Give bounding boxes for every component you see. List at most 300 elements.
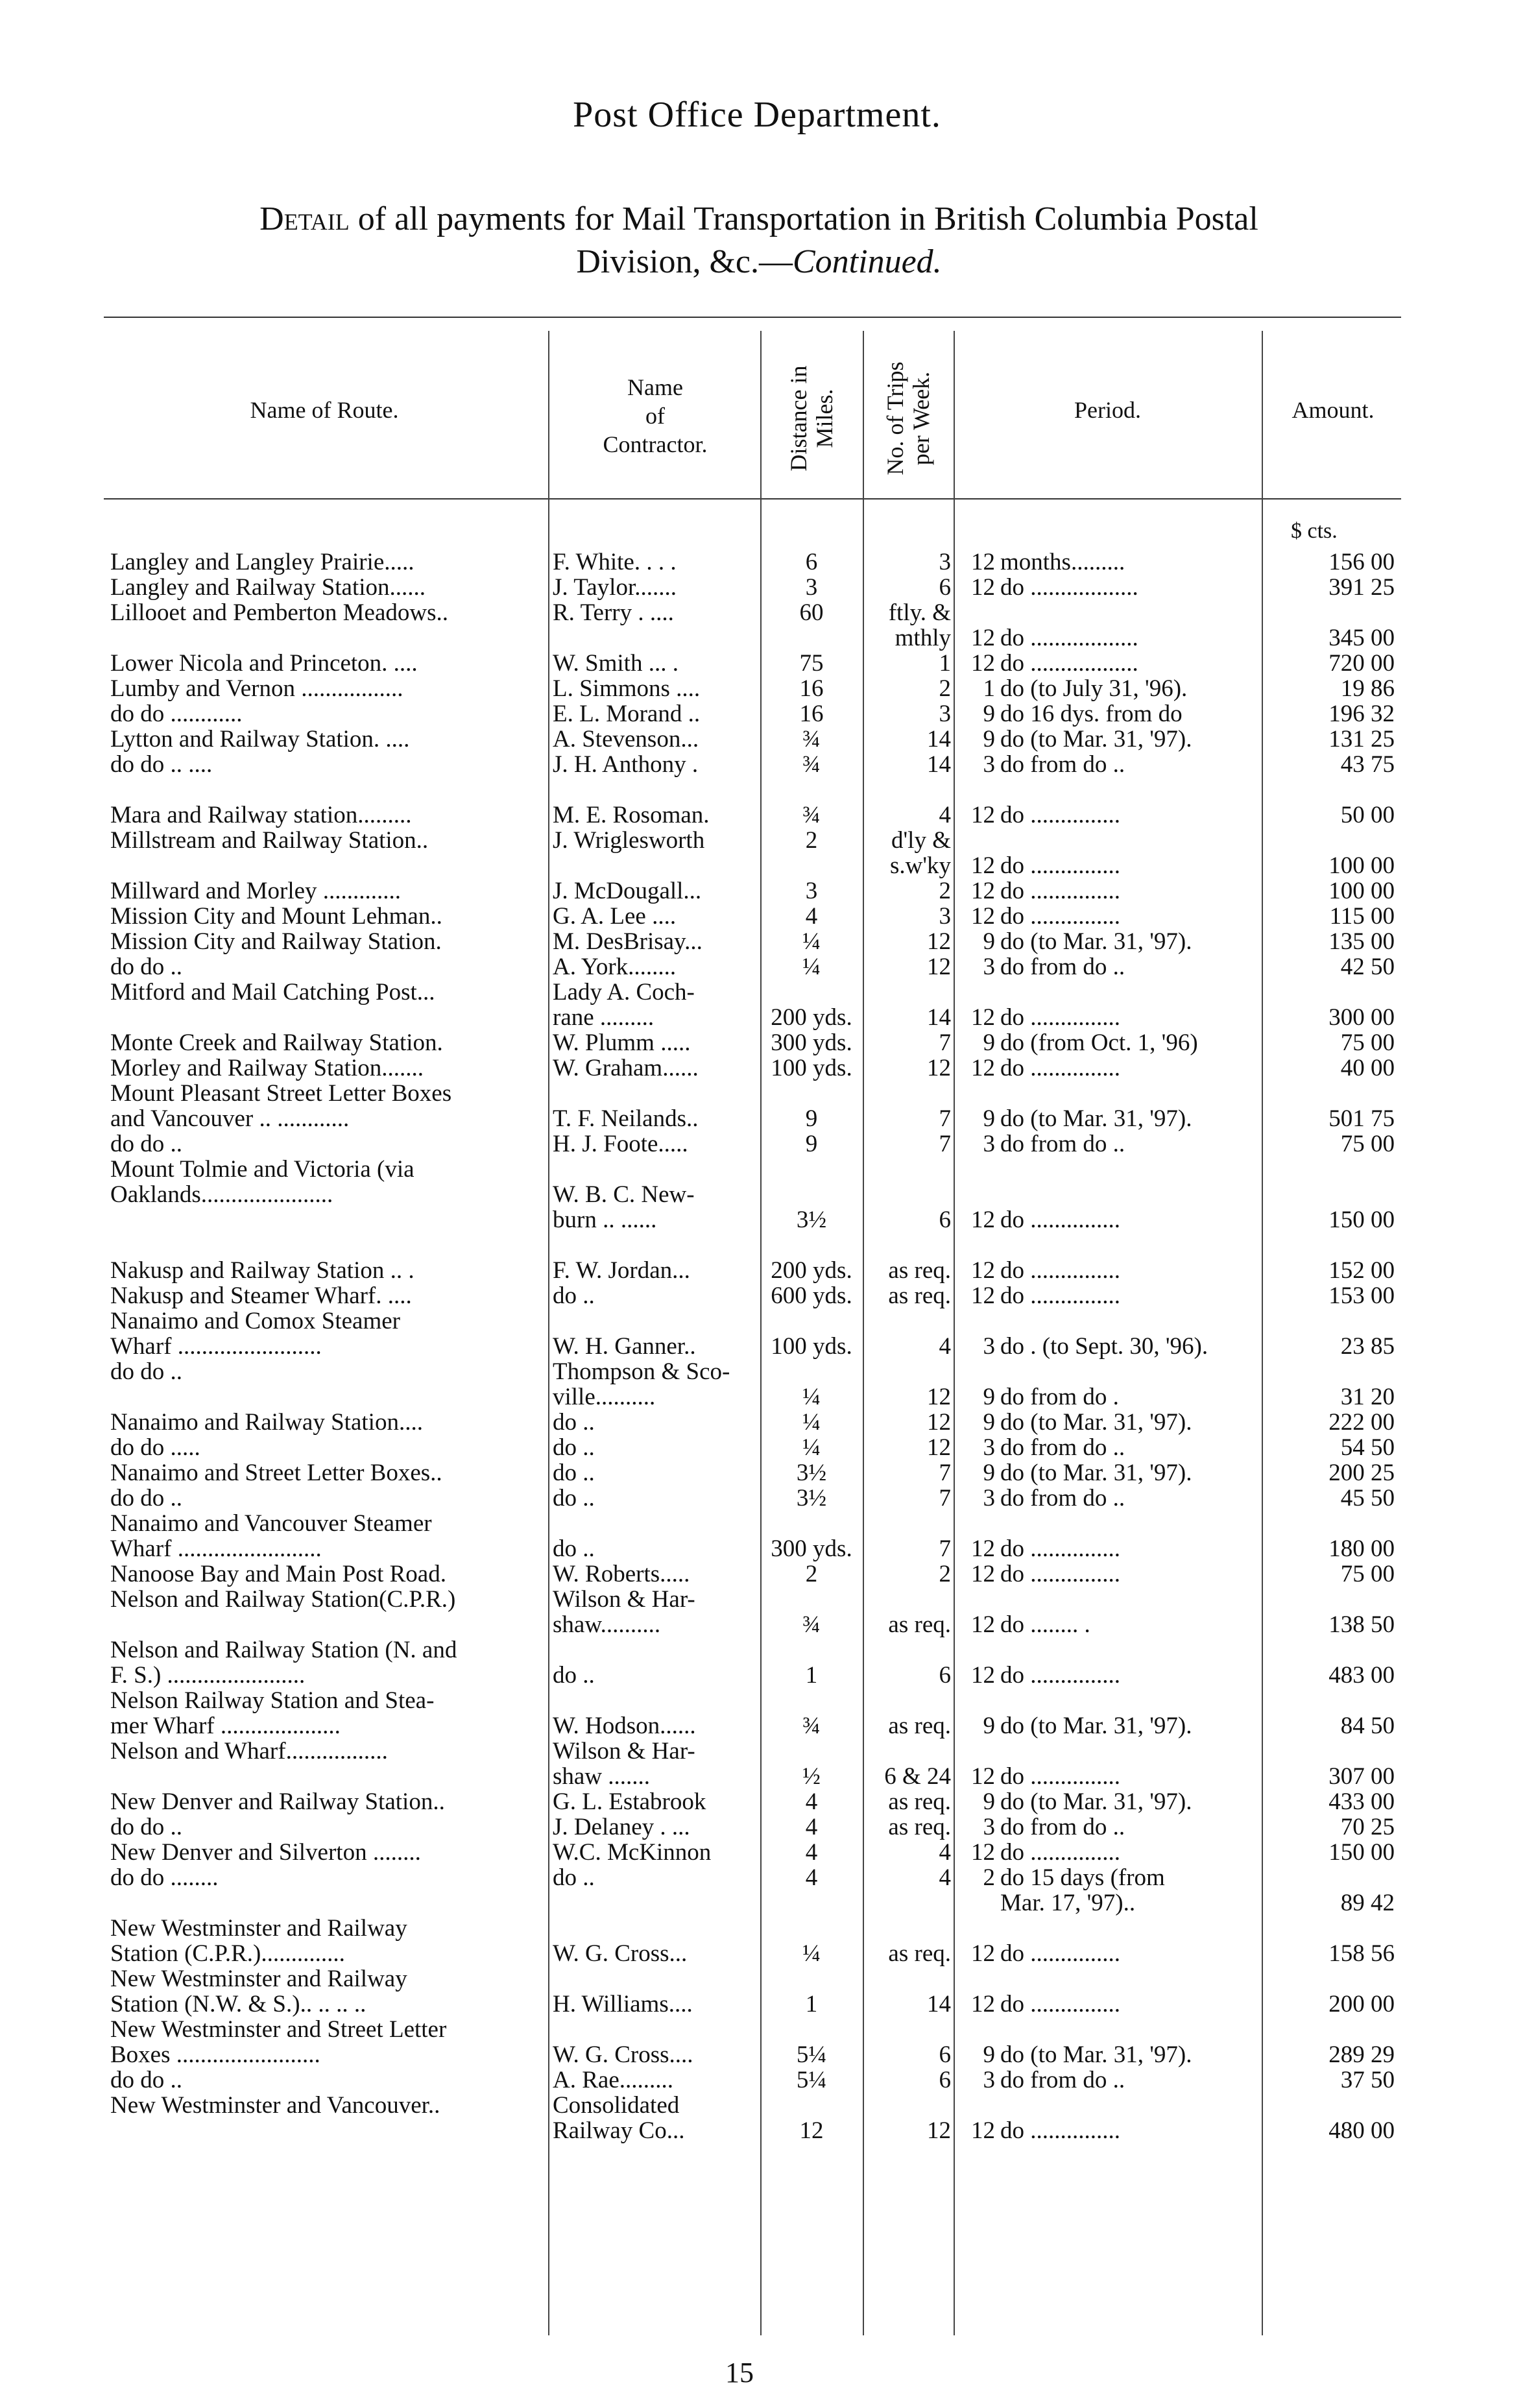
- period-months-cell: 12: [971, 1764, 995, 1789]
- route-cell: New Westminster and Railway: [110, 1967, 407, 1992]
- amount-cell: 222 00: [1328, 1410, 1395, 1435]
- trips-cell: 7: [939, 1486, 951, 1511]
- contractor-cell: M. DesBrisay...: [553, 930, 703, 954]
- contractor-cell: do ..: [553, 1284, 595, 1308]
- distance-cell: 4: [805, 1840, 818, 1865]
- route-cell: Station (C.P.R.)..............: [110, 1942, 345, 1966]
- distance-cell: 16: [799, 677, 824, 701]
- period-cell: do from do ..: [1000, 2068, 1125, 2093]
- page-number: 15: [725, 2357, 754, 2389]
- period-months-cell: 12: [971, 854, 995, 878]
- period-cell: do ...............: [1000, 1942, 1120, 1966]
- header-contractor-l3: Contractor.: [603, 431, 708, 457]
- subtitle-continued: Continued.: [793, 243, 942, 280]
- contractor-cell: J. H. Anthony .: [553, 752, 699, 777]
- trips-cell: 2: [939, 1562, 951, 1587]
- period-months-cell: 12: [971, 2119, 995, 2143]
- trips-cell: 2: [939, 677, 951, 701]
- contractor-cell: Lady A. Coch-: [553, 980, 695, 1005]
- amount-cell: 54 50: [1340, 1436, 1395, 1460]
- contractor-cell: W. G. Cross....: [553, 2043, 693, 2067]
- contractor-cell: do ..: [553, 1866, 595, 1890]
- period-months-cell: 12: [971, 1537, 995, 1561]
- contractor-cell: A. Rae.........: [553, 2068, 673, 2093]
- contractor-cell: Railway Co...: [553, 2119, 685, 2143]
- trips-cell: 14: [927, 727, 951, 752]
- header-trips-l2: per Week.: [908, 371, 934, 466]
- route-cell: do do ............: [110, 702, 243, 727]
- period-cell: Mar. 17, '97)..: [1000, 1891, 1136, 1916]
- distance-cell: 6: [805, 550, 818, 575]
- distance-cell: 3½: [796, 1461, 827, 1486]
- distance-cell: ¾: [802, 1613, 821, 1637]
- header-amount: Amount.: [1292, 397, 1375, 423]
- trips-cell: 6: [939, 2068, 951, 2093]
- period-cell: do ...............: [1000, 1005, 1120, 1030]
- trips-cell: 4: [939, 1840, 951, 1865]
- route-cell: Mount Tolmie and Victoria (via: [110, 1157, 415, 1182]
- distance-cell: 75: [799, 651, 824, 676]
- contractor-cell: shaw .......: [553, 1764, 651, 1789]
- period-cell: do ...............: [1000, 904, 1120, 929]
- distance-cell: 3½: [796, 1486, 827, 1511]
- trips-cell: 14: [927, 1005, 951, 1030]
- contractor-cell: M. E. Rosoman.: [553, 803, 710, 828]
- period-months-cell: 12: [971, 575, 995, 600]
- trips-cell: 12: [927, 1436, 951, 1460]
- distance-cell: 9: [805, 1132, 818, 1157]
- route-cell: Nanaimo and Railway Station....: [110, 1410, 423, 1435]
- amount-cell: 100 00: [1328, 854, 1395, 878]
- period-months-cell: 12: [971, 1663, 995, 1688]
- amount-cell: 75 00: [1340, 1031, 1395, 1055]
- contractor-cell: W. B. C. New-: [553, 1183, 695, 1207]
- route-cell: Lower Nicola and Princeton. ....: [110, 651, 418, 676]
- column-divider: [863, 331, 864, 2335]
- period-cell: do ...............: [1000, 1258, 1120, 1283]
- distance-cell: ¼: [802, 930, 821, 954]
- route-cell: Wharf ........................: [110, 1334, 322, 1359]
- period-months-cell: 12: [971, 626, 995, 651]
- period-cell: do from do ..: [1000, 752, 1125, 777]
- period-cell: do ........ .: [1000, 1613, 1090, 1637]
- distance-cell: 16: [799, 702, 824, 727]
- amount-cell: 720 00: [1328, 651, 1395, 676]
- route-cell: Mara and Railway station.........: [110, 803, 412, 828]
- contractor-cell: J. McDougall...: [553, 879, 702, 904]
- amount-cell: 135 00: [1328, 930, 1395, 954]
- amount-cell: 483 00: [1328, 1663, 1395, 1688]
- route-cell: Wharf ........................: [110, 1537, 322, 1561]
- trips-cell: 12: [927, 1056, 951, 1081]
- amount-cell: 300 00: [1328, 1005, 1395, 1030]
- route-cell: and Vancouver .. ............: [110, 1107, 350, 1131]
- distance-cell: ¼: [802, 1385, 821, 1410]
- period-months-cell: 9: [983, 1385, 995, 1410]
- amount-cell: 289 29: [1328, 2043, 1395, 2067]
- route-cell: Nelson and Railway Station(C.P.R.): [110, 1587, 456, 1612]
- period-months-cell: 12: [971, 1942, 995, 1966]
- trips-cell: 3: [939, 904, 951, 929]
- period-months-cell: 3: [983, 2068, 995, 2093]
- trips-cell: as req.: [888, 1790, 951, 1814]
- route-cell: Mount Pleasant Street Letter Boxes: [110, 1081, 452, 1106]
- period-cell: do from do ..: [1000, 1132, 1125, 1157]
- contractor-cell: Consolidated: [553, 2093, 680, 2118]
- contractor-cell: W. Hodson......: [553, 1714, 696, 1739]
- period-cell: do ...............: [1000, 1537, 1120, 1561]
- period-cell: do ...............: [1000, 1562, 1120, 1587]
- subtitle-line2: Division, &c.—: [576, 243, 793, 280]
- period-cell: do from do ..: [1000, 955, 1125, 980]
- period-cell: do 16 dys. from do: [1000, 702, 1183, 727]
- distance-cell: 3: [805, 879, 818, 904]
- contractor-cell: J. Wriglesworth: [553, 828, 705, 853]
- trips-cell: d'ly &: [891, 828, 951, 853]
- period-months-cell: 3: [983, 752, 995, 777]
- distance-cell: ¼: [802, 1436, 821, 1460]
- distance-cell: 3: [805, 575, 818, 600]
- distance-cell: 12: [799, 2119, 824, 2143]
- contractor-cell: A. York........: [553, 955, 677, 980]
- period-months-cell: 12: [971, 1613, 995, 1637]
- route-cell: do do ..: [110, 955, 182, 980]
- period-months-cell: 9: [983, 702, 995, 727]
- amount-cell: 433 00: [1328, 1790, 1395, 1814]
- distance-cell: 5¼: [796, 2068, 827, 2093]
- distance-cell: ¼: [802, 1410, 821, 1435]
- contractor-cell: A. Stevenson...: [553, 727, 699, 752]
- trips-cell: 14: [927, 1992, 951, 2017]
- route-cell: do do .....: [110, 1436, 200, 1460]
- period-months-cell: 9: [983, 930, 995, 954]
- contractor-cell: W. Graham......: [553, 1056, 699, 1081]
- table-subtitle: [110, 198, 1408, 283]
- amount-cell: 200 25: [1328, 1461, 1395, 1486]
- period-cell: do . (to Sept. 30, '96).: [1000, 1334, 1208, 1359]
- contractor-cell: do ..: [553, 1410, 595, 1435]
- amount-cell: 89 42: [1340, 1891, 1395, 1916]
- distance-cell: 1: [805, 1663, 818, 1688]
- contractor-cell: F. White. . . .: [553, 550, 677, 575]
- period-months-cell: 9: [983, 1461, 995, 1486]
- route-cell: Nanoose Bay and Main Post Road.: [110, 1562, 446, 1587]
- contractor-cell: burn .. ......: [553, 1208, 657, 1233]
- column-divider: [548, 331, 549, 2335]
- period-months-cell: 12: [971, 904, 995, 929]
- trips-cell: as req.: [888, 1942, 951, 1966]
- period-months-cell: 12: [971, 651, 995, 676]
- contractor-cell: G. L. Estabrook: [553, 1790, 706, 1814]
- amount-cell: 158 56: [1328, 1942, 1395, 1966]
- contractor-cell: W. Smith ... .: [553, 651, 679, 676]
- period-cell: do from do ..: [1000, 1436, 1125, 1460]
- period-months-cell: 12: [971, 803, 995, 828]
- period-months-cell: 12: [971, 1840, 995, 1865]
- contractor-cell: W. H. Ganner..: [553, 1334, 696, 1359]
- amount-cell: 200 00: [1328, 1992, 1395, 2017]
- distance-cell: ¼: [802, 1942, 821, 1966]
- trips-cell: 4: [939, 803, 951, 828]
- contractor-cell: J. Delaney . ...: [553, 1815, 690, 1840]
- contractor-cell: Wilson & Har-: [553, 1587, 695, 1612]
- amount-cell: 345 00: [1328, 626, 1395, 651]
- distance-cell: 4: [805, 1790, 818, 1814]
- contractor-cell: F. W. Jordan...: [553, 1258, 690, 1283]
- distance-cell: 300 yds.: [771, 1031, 852, 1055]
- period-months-cell: 9: [983, 2043, 995, 2067]
- period-months-cell: 1: [983, 677, 995, 701]
- amount-cell: 75 00: [1340, 1132, 1395, 1157]
- period-cell: do (to Mar. 31, '97).: [1000, 2043, 1192, 2067]
- distance-cell: ¾: [802, 1714, 821, 1739]
- header-contractor-l1: Name: [627, 374, 683, 400]
- amount-cell: 150 00: [1328, 1840, 1395, 1865]
- amount-cell: 37 50: [1340, 2068, 1395, 2093]
- amount-cell: 131 25: [1328, 727, 1395, 752]
- contractor-cell: L. Simmons ....: [553, 677, 701, 701]
- route-cell: Mission City and Mount Lehman..: [110, 904, 442, 929]
- trips-cell: 6: [939, 575, 951, 600]
- distance-cell: 9: [805, 1107, 818, 1131]
- amount-cell: 43 75: [1340, 752, 1395, 777]
- period-cell: do from do ..: [1000, 1815, 1125, 1840]
- contractor-cell: R. Terry . ....: [553, 601, 674, 625]
- header-route: Name of Route.: [250, 397, 399, 423]
- trips-cell: as req.: [888, 1258, 951, 1283]
- period-months-cell: 12: [971, 550, 995, 575]
- trips-cell: ftly. &: [888, 601, 951, 625]
- amount-cell: 138 50: [1328, 1613, 1395, 1637]
- route-cell: Monte Creek and Railway Station.: [110, 1031, 443, 1055]
- contractor-cell: do ..: [553, 1537, 595, 1561]
- contractor-cell: H. Williams....: [553, 1992, 693, 2017]
- route-cell: Langley and Langley Prairie.....: [110, 550, 415, 575]
- distance-cell: 2: [805, 1562, 818, 1587]
- route-cell: New Denver and Silverton ........: [110, 1840, 421, 1865]
- route-cell: do do ..: [110, 1815, 182, 1840]
- trips-cell: 3: [939, 702, 951, 727]
- route-cell: Mission City and Railway Station.: [110, 930, 442, 954]
- amount-cell: 196 32: [1328, 702, 1395, 727]
- distance-cell: 5¼: [796, 2043, 827, 2067]
- period-cell: do ...............: [1000, 1764, 1120, 1789]
- distance-cell: 200 yds.: [771, 1005, 852, 1030]
- route-cell: New Denver and Railway Station..: [110, 1790, 445, 1814]
- header-distance: [786, 321, 837, 516]
- route-cell: Nelson and Railway Station (N. and: [110, 1638, 457, 1663]
- header-distance-l2: Miles.: [811, 389, 837, 448]
- trips-cell: as req.: [888, 1613, 951, 1637]
- trips-cell: 7: [939, 1132, 951, 1157]
- period-cell: do ...............: [1000, 803, 1120, 828]
- distance-cell: 300 yds.: [771, 1537, 852, 1561]
- distance-cell: ¼: [802, 955, 821, 980]
- period-months-cell: 9: [983, 1107, 995, 1131]
- trips-cell: 6 & 24: [884, 1764, 951, 1789]
- route-cell: mer Wharf ....................: [110, 1714, 341, 1739]
- period-months-cell: 3: [983, 1334, 995, 1359]
- distance-cell: 4: [805, 904, 818, 929]
- period-cell: do ...............: [1000, 879, 1120, 904]
- period-months-cell: 3: [983, 1815, 995, 1840]
- route-cell: do do ..: [110, 1486, 182, 1511]
- contractor-cell: ville..........: [553, 1385, 656, 1410]
- amount-cell: 23 85: [1340, 1334, 1395, 1359]
- period-months-cell: 12: [971, 1992, 995, 2017]
- route-cell: do do ........: [110, 1866, 219, 1890]
- route-cell: Lillooet and Pemberton Meadows..: [110, 601, 448, 625]
- trips-cell: 6: [939, 1208, 951, 1233]
- distance-cell: 1: [805, 1992, 818, 2017]
- amount-cell: 75 00: [1340, 1562, 1395, 1587]
- amount-cell: 391 25: [1328, 575, 1395, 600]
- column-divider: [760, 331, 762, 2335]
- route-cell: Nakusp and Steamer Wharf. ....: [110, 1284, 412, 1308]
- contractor-cell: H. J. Foote.....: [553, 1132, 688, 1157]
- distance-cell: 4: [805, 1815, 818, 1840]
- route-cell: do do .. ....: [110, 752, 213, 777]
- period-months-cell: 9: [983, 1790, 995, 1814]
- distance-cell: ½: [802, 1764, 821, 1789]
- period-cell: do (to Mar. 31, '97).: [1000, 1461, 1192, 1486]
- top-rule: [104, 317, 1401, 318]
- period-months-cell: 12: [971, 1056, 995, 1081]
- period-months-cell: 12: [971, 1284, 995, 1308]
- period-cell: do ...............: [1000, 1992, 1120, 2017]
- route-cell: Nanaimo and Vancouver Steamer: [110, 1511, 432, 1536]
- distance-cell: 100 yds.: [771, 1334, 852, 1359]
- amount-cell: 40 00: [1340, 1056, 1395, 1081]
- trips-cell: 6: [939, 2043, 951, 2067]
- amount-cell: 307 00: [1328, 1764, 1395, 1789]
- period-cell: do ...............: [1000, 1663, 1120, 1688]
- amount-cell: 45 50: [1340, 1486, 1395, 1511]
- trips-cell: mthly: [895, 626, 951, 651]
- period-months-cell: 12: [971, 1562, 995, 1587]
- period-cell: do from do .: [1000, 1385, 1119, 1410]
- period-months-cell: 12: [971, 879, 995, 904]
- amount-cell: 70 25: [1340, 1815, 1395, 1840]
- route-cell: Oaklands......................: [110, 1183, 333, 1207]
- contractor-cell: do ..: [553, 1663, 595, 1688]
- amount-cell: 153 00: [1328, 1284, 1395, 1308]
- period-months-cell: 12: [971, 1258, 995, 1283]
- header-distance-l1: Distance in: [786, 365, 811, 472]
- period-cell: months.........: [1000, 550, 1125, 575]
- period-months-cell: 3: [983, 1132, 995, 1157]
- trips-cell: 12: [927, 955, 951, 980]
- route-cell: Millstream and Railway Station..: [110, 828, 429, 853]
- contractor-cell: W.C. McKinnon: [553, 1840, 712, 1865]
- period-cell: do (to Mar. 31, '97).: [1000, 1790, 1192, 1814]
- trips-cell: s.w'ky: [889, 854, 951, 878]
- distance-cell: 200 yds.: [771, 1258, 852, 1283]
- contractor-cell: E. L. Morand ..: [553, 702, 701, 727]
- amount-cell: 50 00: [1340, 803, 1395, 828]
- period-cell: do (to July 31, '96).: [1000, 677, 1188, 701]
- trips-cell: 2: [939, 879, 951, 904]
- route-cell: Morley and Railway Station.......: [110, 1056, 424, 1081]
- route-cell: Station (N.W. & S.).. .. .. ..: [110, 1992, 366, 2017]
- amount-cell: 84 50: [1340, 1714, 1395, 1739]
- period-cell: do from do ..: [1000, 1486, 1125, 1511]
- route-cell: Nelson Railway Station and Stea-: [110, 1689, 435, 1713]
- route-cell: Boxes ........................: [110, 2043, 320, 2067]
- trips-cell: 4: [939, 1334, 951, 1359]
- header-contractor-l2: of: [645, 403, 665, 429]
- amount-cell: 42 50: [1340, 955, 1395, 980]
- route-cell: do do ..: [110, 1360, 182, 1384]
- amount-cell: 31 20: [1340, 1385, 1395, 1410]
- trips-cell: 4: [939, 1866, 951, 1890]
- route-cell: Nanaimo and Comox Steamer: [110, 1309, 400, 1334]
- route-cell: New Westminster and Vancouver..: [110, 2093, 440, 2118]
- trips-cell: 3: [939, 550, 951, 575]
- contractor-cell: J. Taylor.......: [553, 575, 677, 600]
- period-months-cell: 3: [983, 1486, 995, 1511]
- contractor-cell: Wilson & Har-: [553, 1739, 695, 1764]
- trips-cell: 1: [939, 651, 951, 676]
- trips-cell: 6: [939, 1663, 951, 1688]
- contractor-cell: do ..: [553, 1486, 595, 1511]
- route-cell: Nakusp and Railway Station .. .: [110, 1258, 415, 1283]
- amount-cell: 180 00: [1328, 1537, 1395, 1561]
- distance-cell: 100 yds.: [771, 1056, 852, 1081]
- subtitle-line1: of all payments for Mail Transportation in British Columbia Postal: [357, 200, 1258, 237]
- route-cell: Lumby and Vernon .................: [110, 677, 403, 701]
- amount-cell: 150 00: [1328, 1208, 1395, 1233]
- header-period: Period.: [1074, 397, 1141, 423]
- period-months-cell: 9: [983, 1714, 995, 1739]
- distance-cell: 4: [805, 1866, 818, 1890]
- amount-cell: 100 00: [1328, 879, 1395, 904]
- period-cell: do (to Mar. 31, '97).: [1000, 1714, 1192, 1739]
- route-cell: Nelson and Wharf.................: [110, 1739, 388, 1764]
- trips-cell: 12: [927, 1410, 951, 1435]
- period-cell: do (to Mar. 31, '97).: [1000, 1107, 1192, 1131]
- trips-cell: 7: [939, 1537, 951, 1561]
- route-cell: New Westminster and Railway: [110, 1916, 407, 1941]
- period-cell: do ...............: [1000, 1208, 1120, 1233]
- header-trips-l1: No. of Trips: [882, 361, 908, 476]
- trips-cell: as req.: [888, 1815, 951, 1840]
- header-rule: [104, 498, 1401, 500]
- period-cell: do ...............: [1000, 1056, 1120, 1081]
- trips-cell: 12: [927, 1385, 951, 1410]
- contractor-cell: W. G. Cross...: [553, 1942, 688, 1966]
- route-cell: Millward and Morley .............: [110, 879, 402, 904]
- currency-header: $ cts.: [1291, 519, 1338, 543]
- period-months-cell: 9: [983, 727, 995, 752]
- period-cell: do ...............: [1000, 1840, 1120, 1865]
- route-cell: Langley and Railway Station......: [110, 575, 426, 600]
- route-cell: New Westminster and Street Letter: [110, 2017, 447, 2042]
- period-months-cell: 12: [971, 1208, 995, 1233]
- period-cell: do ..................: [1000, 626, 1138, 651]
- amount-cell: 115 00: [1329, 904, 1395, 929]
- trips-cell: 7: [939, 1107, 951, 1131]
- contractor-cell: do ..: [553, 1461, 595, 1486]
- amount-cell: 152 00: [1328, 1258, 1395, 1283]
- period-cell: do ...............: [1000, 854, 1120, 878]
- distance-cell: 3½: [796, 1208, 827, 1233]
- period-cell: do ...............: [1000, 2119, 1120, 2143]
- trips-cell: 12: [927, 930, 951, 954]
- route-cell: Nanaimo and Street Letter Boxes..: [110, 1461, 442, 1486]
- header-contractor: [551, 373, 759, 459]
- contractor-cell: shaw..........: [553, 1613, 661, 1637]
